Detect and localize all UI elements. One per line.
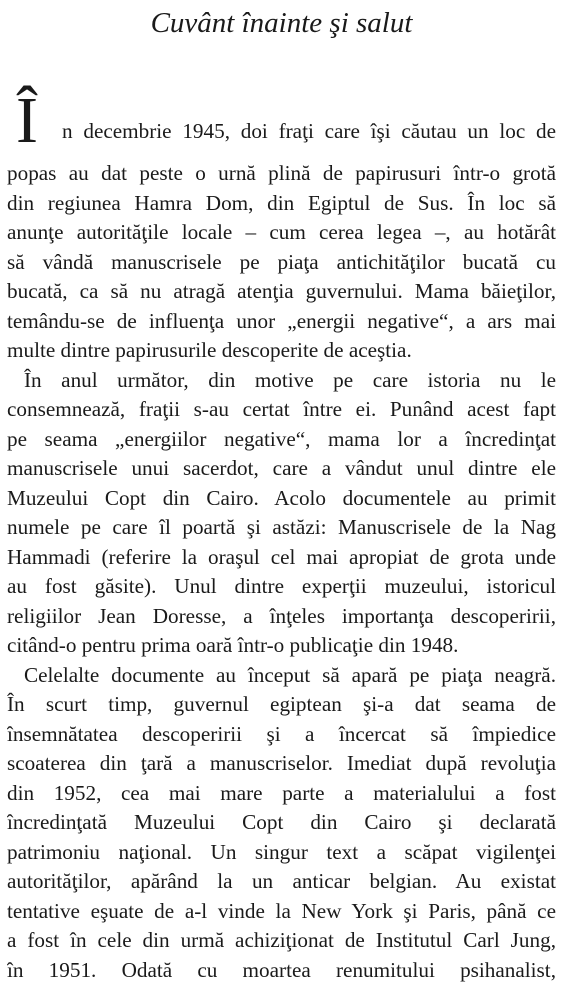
text-line: autorităţilor, apărând la un anticar belgian. Au existat	[7, 869, 556, 893]
text-line: pe seama „energiilor negative“, mama lor a încredinţat	[7, 427, 556, 451]
text-line: manuscrisele unui sacerdot, care a vândut unul dintre ele	[7, 456, 556, 480]
text-line: citând-o pentru prima oară într-o publicaţie din 1948.	[7, 633, 459, 657]
text-line: religiilor Jean Doresse, a înţeles importanţa descoperirii,	[7, 604, 556, 628]
text-line: anunţe autorităţile locale – cum cerea legea –, au hotărât	[7, 220, 556, 244]
text-line: în 1951. Odată cu moartea renumitului psihanalist,	[7, 958, 556, 982]
text-line: încredinţată Muzeului Copt din Cairo şi declarată	[7, 810, 556, 834]
chapter-title: Cuvânt înainte şi salut	[150, 7, 413, 39]
text-line: însemnătatea descoperirii şi a încercat să împiedice	[7, 722, 556, 746]
text-line: numele pe care îl poartă şi astăzi: Manuscrisele de la Nag	[7, 515, 556, 539]
text-line: În scurt timp, guvernul egiptean şi-a dat seama de	[7, 692, 556, 716]
text-line: Muzeului Copt din Cairo. Acolo documentele au primit	[7, 486, 556, 510]
text-line: consemnează, fraţii s-au certat între ei. Punând acest fapt	[7, 397, 556, 421]
text-line: multe dintre papirusurile descoperite de aceştia.	[7, 338, 412, 362]
text-line: popas au dat peste o urnă plină de papirusuri într-o grotă	[7, 161, 556, 185]
text-line: tentative eşuate de a-l vinde la New York şi Paris, până ce	[7, 899, 556, 923]
text-line: n decembrie 1945, doi fraţi care îşi căutau un loc de	[62, 119, 556, 143]
text-line: scoaterea din ţară a manuscriselor. Imediat după revoluţia	[7, 751, 556, 775]
text-line: din regiunea Hamra Dom, din Egiptul de Sus. În loc să	[7, 191, 556, 215]
text-line: În anul următor, din motive pe care istoria nu le	[24, 368, 556, 392]
text-line: patrimoniu naţional. Un singur text a scăpat vigilenţei	[7, 840, 556, 864]
text-line: Celelalte documente au început să apară pe piaţa neagră.	[24, 663, 556, 687]
text-line: să vândă manuscrisele pe piaţa antichităţilor bucată cu	[7, 250, 556, 274]
drop-cap: Î	[16, 84, 38, 157]
text-line: a fost în cele din urmă achiziţionat de Institutul Carl Jung,	[7, 928, 556, 952]
text-line: din 1952, cea mai mare parte a materialului a fost	[7, 781, 556, 805]
text-line: au fost găsite). Unul dintre experţii muzeului, istoricul	[7, 574, 556, 598]
text-line: temându-se de influenţa unor „energii negative“, a ars mai	[7, 309, 556, 333]
text-line: bucată, ca să nu atragă atenţia guvernului. Mama băieţilor,	[7, 279, 556, 303]
text-line: Hammadi (referire la oraşul cel mai apropiat de grota unde	[7, 545, 556, 569]
